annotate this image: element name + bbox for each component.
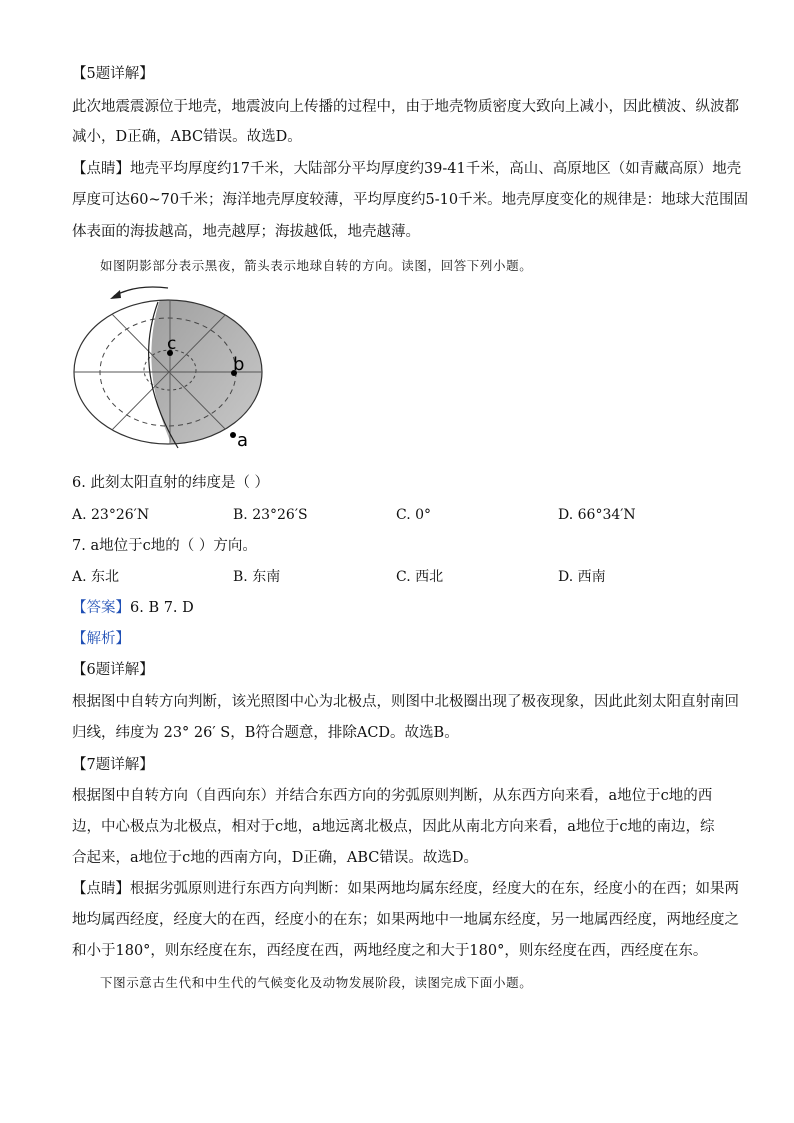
- analysis-label: 【解析】: [72, 631, 130, 647]
- q7-option-b[interactable]: B. 东南: [233, 569, 281, 585]
- answer-text: 6. B 7. D: [130, 600, 194, 616]
- intro-2: 下图示意古生代和中生代的气候变化及动物发展阶段，读图完成下面小题。: [100, 975, 533, 990]
- q5-tip-line-3: 体表面的海拔越高，地壳越厚；海拔越低，地壳越薄。: [72, 224, 420, 240]
- label-b: b: [233, 354, 245, 375]
- q7-tip-line-3: 和小于180°，则东经度在东，西经度在西，两地经度之和大于180°，则东经度在西，西经度在东。: [72, 943, 708, 959]
- tip-text: 根据劣弧原则进行东西方向判断：如果两地均属东经度，经度大的在东，经度小的在西；如果两: [130, 881, 739, 897]
- q7-option-d[interactable]: D. 西南: [558, 569, 606, 585]
- q7-option-c[interactable]: C. 西北: [396, 569, 444, 585]
- tip-label: 【点睛】: [72, 161, 130, 177]
- q5-body-line-2: 减小，D正确，ABC错误。故选D。: [72, 129, 302, 145]
- q7-detail-heading: 【7题详解】: [72, 757, 154, 773]
- polar-illumination-figure: [66, 276, 276, 454]
- q6-detail-line-1: 根据图中自转方向判断，该光照图中心为北极点，则图中北极圈出现了极夜现象，因此此刻太阳直射南回: [72, 694, 739, 710]
- q5-tip-line-1: [72, 159, 741, 179]
- arrow-head-icon: [110, 290, 121, 299]
- q7-detail-line-3: 合起来，a地位于c地的西南方向，D正确，ABC错误。故选D。: [72, 850, 479, 866]
- q6-stem: 6. 此刻太阳直射的纬度是（ ）: [72, 475, 270, 491]
- q7-detail-line-1: 根据图中自转方向（自西向东）并结合东西方向的劣弧原则判断，从东西方向来看，a地位于c地的西: [72, 788, 713, 804]
- rotation-arrow-icon: [114, 287, 168, 296]
- q5-body-line-1: 此次地震震源位于地壳，地震波向上传播的过程中，由于地壳物质密度大致向上减小，因此横波、纵波都: [72, 99, 739, 115]
- answer-line: [72, 598, 194, 618]
- q7-stem: 7. a地位于c地的（ ）方向。: [72, 538, 257, 554]
- q6-option-b[interactable]: B. 23°26′S: [233, 507, 308, 523]
- point-a: [230, 432, 236, 438]
- q7-option-a[interactable]: A. 东北: [72, 569, 120, 585]
- tip-text: 地壳平均厚度约17千米，大陆部分平均厚度约39-41千米，高山、高原地区（如青藏高原）地壳: [130, 161, 742, 177]
- q6-detail-line-2: 归线，纬度为 23° 26′ S，B符合题意，排除ACD。故选B。: [72, 725, 459, 741]
- intro-1: 如图阴影部分表示黑夜，箭头表示地球自转的方向。读图，回答下列小题。: [100, 258, 533, 273]
- q5-tip-line-2: 厚度可达60~70千米；海洋地壳厚度较薄，平均厚度约5-10千米。地壳厚度变化的规律是：地球大范围固: [72, 192, 749, 208]
- q6-detail-heading: 【6题详解】: [72, 662, 154, 678]
- q6-option-d[interactable]: D. 66°34′N: [558, 507, 636, 523]
- q5-heading: 【5题详解】: [72, 66, 154, 82]
- q7-tip-line-2: 地均属西经度，经度大的在西，经度小的在东；如果两地中一地属东经度，另一地属西经度，两地经度之: [72, 912, 739, 928]
- answer-label: 【答案】: [72, 600, 130, 616]
- q7-detail-line-2: 边，中心极点为北极点，相对于c地，a地远离北极点，因此从南北方向来看，a地位于c地的南边，综: [72, 819, 715, 835]
- tip-label: 【点睛】: [72, 881, 130, 897]
- label-a: a: [237, 430, 249, 451]
- q6-option-c[interactable]: C. 0°: [396, 507, 432, 523]
- q7-tip-line-1: [72, 879, 739, 899]
- q6-option-a[interactable]: A. 23°26′N: [72, 507, 150, 523]
- label-c: c: [167, 334, 177, 354]
